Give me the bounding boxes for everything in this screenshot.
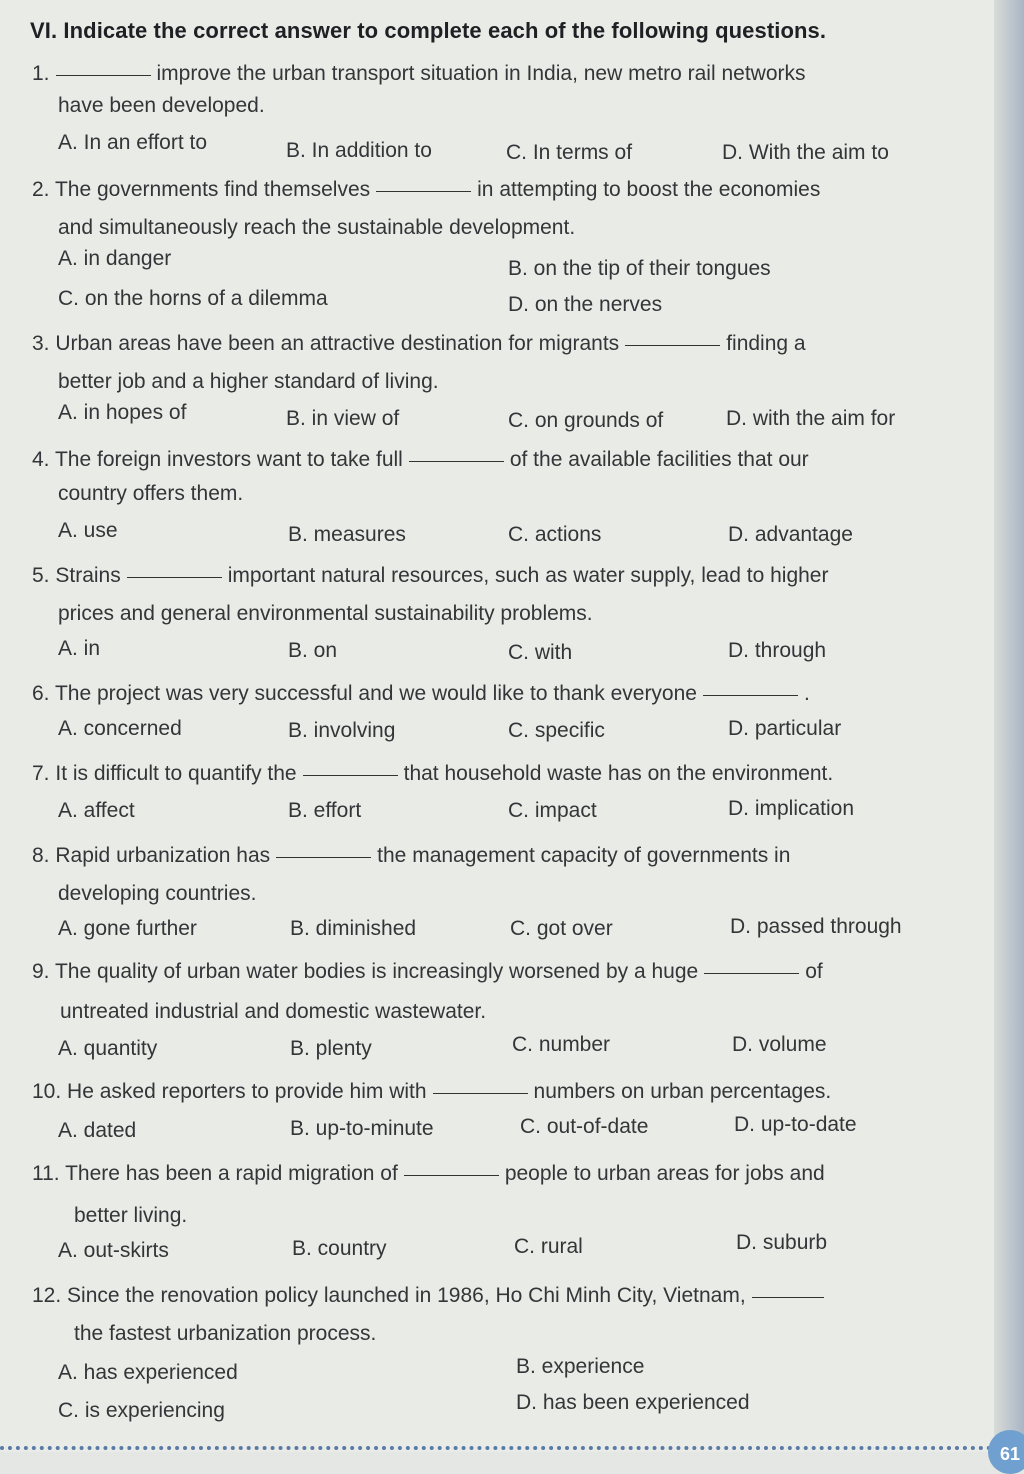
option-2d: D. on the nerves xyxy=(508,293,663,316)
option-11d: D. suburb xyxy=(736,1231,828,1254)
option-12b: B. experience xyxy=(516,1355,645,1378)
option-7c: C. impact xyxy=(508,799,597,822)
question-number: 8. xyxy=(32,844,50,867)
answer-blank xyxy=(56,74,151,76)
answer-blank xyxy=(376,190,471,192)
question-number: 4. xyxy=(32,448,50,471)
question-10: 10. He asked reporters to provide him with numbers on urban percentages. xyxy=(32,1074,831,1110)
question-3-line2: better job and a higher standard of living. xyxy=(58,370,439,393)
question-4: 4. The foreign investors want to take full of the available facilities that our xyxy=(32,442,809,478)
question-8: 8. Rapid urbanization has the management capacity of governments in xyxy=(32,838,790,874)
option-4b: B. measures xyxy=(288,523,406,546)
option-1a: A. In an effort to xyxy=(58,131,208,154)
option-8c: C. got over xyxy=(510,917,613,940)
question-4-line2: country offers them. xyxy=(58,482,244,505)
question-5-line2: prices and general environmental sustainability problems. xyxy=(58,602,593,625)
option-1b: B. In addition to xyxy=(286,139,432,162)
option-10d: D. up-to-date xyxy=(734,1113,857,1136)
option-6a: A. concerned xyxy=(58,717,182,740)
option-9a: A. quantity xyxy=(58,1037,158,1060)
question-2: 2. The governments find themselves in attempting to boost the economies xyxy=(32,172,820,208)
option-7a: A. affect xyxy=(58,799,135,822)
question-1-line2: have been developed. xyxy=(58,94,265,117)
option-7d: D. implication xyxy=(728,797,855,820)
question-number: 5. xyxy=(32,564,50,587)
question-number: 1. xyxy=(32,62,50,85)
option-3a: A. in hopes of xyxy=(58,401,187,424)
page-edge xyxy=(994,0,1024,1465)
answer-blank xyxy=(625,344,720,346)
answer-blank xyxy=(409,460,504,462)
option-2b: B. on the tip of their tongues xyxy=(508,257,771,280)
option-11a: A. out-skirts xyxy=(58,1239,169,1262)
answer-blank xyxy=(703,694,798,696)
option-12a: A. has experienced xyxy=(58,1361,238,1384)
option-9b: B. plenty xyxy=(290,1037,372,1060)
question-number: 3. xyxy=(32,332,50,355)
answer-blank xyxy=(433,1092,528,1094)
question-11-line2: better living. xyxy=(74,1204,188,1227)
option-3c: C. on grounds of xyxy=(508,409,664,432)
option-10b: B. up-to-minute xyxy=(290,1117,434,1140)
question-number: 7. xyxy=(32,762,50,785)
option-4a: A. use xyxy=(58,519,118,542)
option-8b: B. diminished xyxy=(290,917,417,940)
question-number: 9. xyxy=(32,960,50,983)
option-12c: C. is experiencing xyxy=(58,1399,225,1422)
question-9: 9. The quality of urban water bodies is increasingly worsened by a huge of xyxy=(32,954,823,990)
question-5: 5. Strains important natural resources, such as water supply, lead to higher xyxy=(32,558,828,594)
question-1: 1. improve the urban transport situation in India, new metro rail networks xyxy=(32,56,806,92)
option-2a: A. in danger xyxy=(58,247,172,270)
answer-blank xyxy=(276,856,371,858)
option-3b: B. in view of xyxy=(286,407,400,430)
section-heading: VI. Indicate the correct answer to complete each of the following questions. xyxy=(30,18,827,43)
option-5c: C. with xyxy=(508,641,573,664)
option-11c: C. rural xyxy=(514,1235,583,1258)
answer-blank xyxy=(752,1296,824,1298)
question-number: 6. xyxy=(32,682,50,705)
dotted-footer-line xyxy=(0,1446,1000,1450)
question-number: 10. xyxy=(32,1080,62,1103)
option-1c: C. In terms of xyxy=(506,141,633,164)
option-8a: A. gone further xyxy=(58,917,197,940)
option-10c: C. out-of-date xyxy=(520,1115,649,1138)
page-number-badge: 61 xyxy=(988,1430,1024,1474)
option-6d: D. particular xyxy=(728,717,842,740)
option-4c: C. actions xyxy=(508,523,602,546)
question-12: 12. Since the renovation policy launched in 1986, Ho Chi Minh City, Vietnam, xyxy=(32,1278,830,1314)
option-7b: B. effort xyxy=(288,799,362,822)
question-number: 11. xyxy=(32,1162,60,1185)
option-8d: D. passed through xyxy=(730,915,902,938)
option-9d: D. volume xyxy=(732,1033,827,1056)
option-3d: D. with the aim for xyxy=(726,407,896,430)
option-9c: C. number xyxy=(512,1033,611,1056)
question-11: 11. There has been a rapid migration of people to urban areas for jobs and xyxy=(32,1156,825,1192)
option-5b: B. on xyxy=(288,639,338,662)
option-1d: D. With the aim to xyxy=(722,141,889,164)
question-2-line2: and simultaneously reach the sustainable development. xyxy=(58,216,576,239)
question-8-line2: developing countries. xyxy=(58,882,257,905)
question-number: 2. xyxy=(32,178,50,201)
option-12d: D. has been experienced xyxy=(516,1391,750,1414)
answer-blank xyxy=(303,774,398,776)
answer-blank xyxy=(704,972,799,974)
question-9-line2: untreated industrial and domestic wastewater. xyxy=(60,1000,487,1023)
option-10a: A. dated xyxy=(58,1119,137,1142)
option-6b: B. involving xyxy=(288,719,396,742)
option-11b: B. country xyxy=(292,1237,387,1260)
option-5d: D. through xyxy=(728,639,827,662)
question-12-line2: the fastest urbanization process. xyxy=(74,1322,377,1345)
answer-blank xyxy=(127,576,222,578)
option-2c: C. on the horns of a dilemma xyxy=(58,287,328,310)
question-7: 7. It is difficult to quantify the that household waste has on the environment. xyxy=(32,756,833,792)
option-5a: A. in xyxy=(58,637,101,660)
option-4d: D. advantage xyxy=(728,523,853,546)
question-number: 12. xyxy=(32,1284,62,1307)
answer-blank xyxy=(404,1174,499,1176)
option-6c: C. specific xyxy=(508,719,605,742)
question-6: 6. The project was very successful and we would like to thank everyone . xyxy=(32,676,810,712)
question-3: 3. Urban areas have been an attractive destination for migrants finding a xyxy=(32,326,806,362)
